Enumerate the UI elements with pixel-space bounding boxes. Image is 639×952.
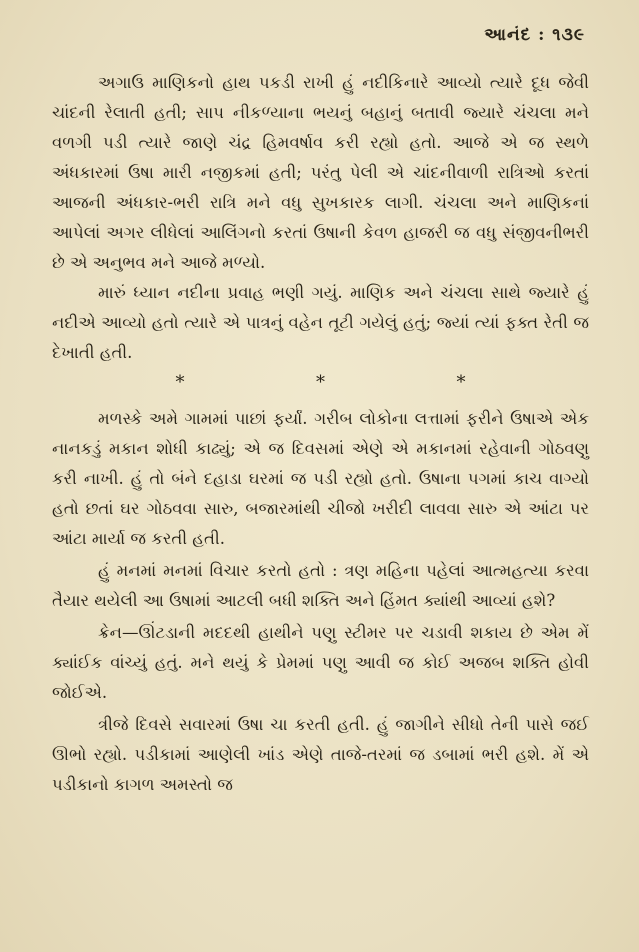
paragraph-6: ત્રીજે દિવસે સવારમાં ઉષા ચા કરતી હતી. હું જાગીને સીધો તેની પાસે જઈ ઊભો રહ્યો. પડીકામાં આણેલી ખાંડ એણે તાજે-તરમાં જ ડબામાં ભરી હશે. મેં એ પડીકાનો કાગળ અમસ્તો જ	[52, 715, 589, 794]
paragraph-2: મારું ધ્યાન નદીના પ્રવાહ ભણી ગયું. માણિક અને ચંચલા સાથે જ્યારે હું નદીએ આવ્યો હતો ત્યારે એ પાત્રનું વહેન તૂટી ગયેલું હતું; જ્યાં ત્યાં ફક્ત રેતી જ દેખાતી હતી.	[52, 283, 589, 362]
running-head: આનંદ : ૧૩૯	[484, 25, 585, 45]
paragraph-5: ક્રેન—ઊંટડાની મદદથી હાથીને પણુ સ્ટીમર પર ચડાવી શકાય છે એમ મેં ક્યાંઈક વાંચ્યું હતું. મને થયું કે પ્રેમમાં પણુ આવી જ કોઈ અજબ શક્તિ હોવી જોઈએ.	[52, 623, 589, 702]
section-break-star: *	[175, 372, 185, 393]
section-break-star: *	[316, 372, 325, 393]
paragraph-3: મળસ્કે અમે ગામમાં પાછાં ફર્યાં. ગરીબ લોકોના લત્તામાં ફરીને ઉષાએ એક નાનકડું મકાન શોધી કાઢ્યું; એ જ દિવસમાં એણે એ મકાનમાં રહેવાની ગોઠવણુ કરી નાખી. હું તો બંને દહાડા ઘરમાં જ પડી રહ્યો હતો. ઉષાના પગમાં કાચ વાગ્યો હતો છતાં ઘર ગોઠવવા સારુ, બજારમાંથી ચીજો ખરીદી લાવવા સારુ એ આંટા પર આંટા માર્યા જ કરતી હતી.	[52, 409, 589, 548]
section-break	[176, 372, 466, 394]
paragraph-4: હું મનમાં મનમાં વિચાર કરતો હતો : ત્રણ મહિના પહેલાં આત્મહત્યા કરવા તૈયાર થયેલી આ ઉષામાં આટલી બધી શક્તિ અને હિંમત ક્યાંથી આવ્યાં હશે?	[52, 561, 589, 610]
paragraph-1: અગાઉ માણિકનો હાથ પકડી રાખી હું નદીકિનારે આવ્યો ત્યારે દૂધ જેવી ચાંદની રેલાતી હતી; સાપ નીકળ્યાના ભયનું બહાનું બતાવી જ્યારે ચંચલા મને વળગી પડી ત્યારે જાણે ચંદ્ર હિમવર્ષાવ કરી રહ્યો હતો. આજે એ જ સ્થળે અંધકારમાં ઉષા મારી નજીકમાં હતી; પરંતુ પેલી એ ચાંદનીવાળી રાત્રિઓ કરતાં આજની અંધકાર-ભરી રાત્રિ મને વધુ સુખકારક લાગી. ચંચલા અને માણિકનાં આપેલાં અગર લીધેલાં આલિંગનો કરતાં ઉષાની કેવળ હાજરી જ વધુ સંજીવનીભરી છે એ અનુભવ મને આજે મળ્યો.	[52, 73, 589, 272]
section-break-star: *	[456, 372, 466, 393]
